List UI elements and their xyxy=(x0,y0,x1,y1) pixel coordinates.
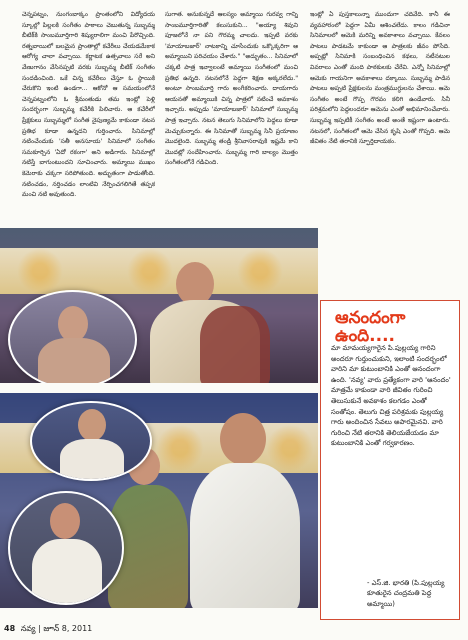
event-photo-bottom xyxy=(0,393,318,608)
article-column-middle xyxy=(165,10,298,234)
stage-banner xyxy=(0,248,318,294)
article-column-right xyxy=(310,10,450,310)
article-text-left: చెన్నపట్నం, నుంగంబాక్కం ప్రాంతంలోని విద్యోదయ స్కూల్లో పిల్లలకి సంగీతం పాఠాలు చెబుతున్న సుబ్బమ్మ బీటిక్‌కి సాంబమూర్తిగారి శిష్యురాలిగా మంచి పేరొచ్చింది. రత్నబాయిలో బలమైన ప్రాంతాల్లో కచేరీలు చేయడమేకాక ఆరోగ్య చాలా వచ్చాయి. కర్ణాటక ఉత్సవాలు సరే అని వేణుగానం వేసినప్పటి వరకు సుబ్బమ్మ బీటిక్ సంగీతం సందడించింది. ఒకే చిన్న కచేరీలు చేస్తూ ఓ స్థాయికి చేరుకొని ఇంటి ఉండగా... ఆకోనో ఆ సమయంలోనే చెన్నపట్నంలోని ఓ శ్రీమంతుడు తమ ఇంట్లో పెళ్లి సందర్భంగా సుబ్బమ్మ కచేరీకి పిలిచారు. ఆ కచేరీలో ప్రేక్షకులు సుబ్బమ్మలో సంగీత నైపుణ్యమే కాకుండా నటన ప్రతిభ కూడా ఉన్నదని గుర్తించారు. సినిమాల్లో నటించేందుకు 'సతీ అనసూయ' సినిమాలో సంగీతం సమకూర్చిన 'ఏదో రకంగా' అని అడిగారు. సినిమాల్లో నటిస్తే బాగుంటుందని సూచించారు. అమ్మాయి ముఖం కెమెరాకు చక్కగా సరిపోతుంది. అద్భుతంగా పాడుతోంది. నటించడం, నర్తించడం లాంటివి నేర్పించగలిగితే తప్పక మంచి నటి అవుతుంది. xyxy=(22,11,155,199)
quote-title: ఆనందంగా ఉంది.... xyxy=(335,308,406,346)
woman-inset-portrait xyxy=(8,290,137,383)
article-text-right: ఇంట్లో ఏ పుస్తకాలున్నా ముందుగా చదివేది. కానీ ఈ వ్యవహారంలో పెద్దగా ఏమీ ఆశించలేదు. కాలం గడిచినా సినిమాలలో ఆమెకి మరిన్ని అవకాశాలు వచ్చాయి. కేవలం పాటలు పాడటమే కాకుండా ఆ పాత్రలకు జీవం పోసేది. అప్పట్లో సినిమాకి సంబంధించిన కథలు, నటీనటుల వివరాలు ఎంతో మంది పాఠకులకు చేరేవి. ఎన్నో సినిమాల్లో ఆమెకు గాయనిగా అవకాశాలు దక్కాయి. సుబ్బమ్మ పాడిన పాటలు అప్పటి ప్రేక్షకులను మంత్రముగ్ధులను చేశాయి. ఆమె సంగీతం అంటే గొప్ప గౌరవం కలిగి ఉండేవారు. సినీ పరిశ్రమలోని పెద్దలందరూ ఆమెను ఎంతో అభిమానించేవారు. సుబ్బమ్మ ఇప్పటికీ సంగీతం అంటే అంతే ఇష్టంగా ఉంటారు. నటనలో, సంగీతంలో ఆమె చేసిన కృషి ఎంతో గొప్పది. ఆమె జీవితం నేటి తరానికి స్ఫూర్తిదాయకం. xyxy=(310,11,450,146)
inset-portrait-top-left xyxy=(30,401,152,481)
page-footer xyxy=(4,624,92,635)
quote-signature: - ఎస్.జి. భారతి (పి.పుల్లయ్య కూతురైన చంద్రమతి పెద్ద అమ్మాయి) xyxy=(367,579,445,608)
event-photo-top xyxy=(0,228,318,383)
footer-text: నవ్య | జూన్ 8, 2011 xyxy=(20,624,93,633)
page-number: 48 xyxy=(4,624,16,633)
inset-portrait-bottom-left xyxy=(8,491,124,605)
quote-body: మా మామయ్యగారైన పి.పుల్లయ్య గారిని అందరూ గుర్తుంచుకుని, ఇలాంటి సందర్భంలో వారిని మా కుటుంబానికి ఎంతో ఆనందంగా ఉంది. 'నవ్య' వారు ప్రత్యేకంగా వారి 'ఆనందం' మాత్రమే కాకుండా వారి జీవితం గురించి తెలుసుకునే అవకాశం కలగడం ఎంతో సంతోషం. తెలుగు చిత్ర పరిశ్రమకు పుల్లయ్య గారు అందించిన సేవలు అపారమైనవి. వారి గురించి నేటి తరానికి తెలియజేయడం మా కుటుంబానికి ఎంతో గర్వకారణం. xyxy=(331,344,451,448)
quote-box xyxy=(320,300,460,620)
man-right-portrait xyxy=(220,413,266,465)
article-text-middle: సుగాత. అనుకున్నదే ఆలస్యం అమ్మాయి గురవ్వ గాన్ని సాంబమూర్తిగారితో కలుసుకుని... "అయ్యా శివుని పూజలోనే నా పని గౌరమ్మ చాలదు. ఇప్పటి వరకు 'మాయాబజార్' నాటకాన్ని చూసేందుకు ఒక్కొక్కరిగా ఆ అమ్మాయిని పరిచయం చేశారు." "అద్భుతం... సినిమాలో చక్కటి పాత్ర ఇవ్వాలంటే అమ్మాయి సంగీతంలో మంచి ప్రతిభ ఉన్నది. నటనలోనే పెద్దగా శిక్షణ అక్కరలేదు." అంటూ సాంబమూర్తి గారు అంగీకరించారు. దాయగారు ఆయనతో అమ్మాయికి చిన్న పాత్రలో నటించే అవకాశం ఇచ్చారు. అప్పుడు 'మాయాబజార్' సినిమాలో సుబ్బమ్మ పాత్ర ఇచ్చారు. నటన తెలుగు సినిమాలోని పెద్దలు కూడా మెచ్చుకున్నారు. ఈ సినిమాతో సుబ్బమ్మ సినీ ప్రయాణం మొదలైంది. సుబ్బమ్మ తండ్రి శ్రీనివాసరావుకి ఇష్టమే కాని మొదట్లో సందేహించారు. సుబ్బమ్మ గారి బాల్యం మొత్తం సంగీతంలోనే గడిచింది. xyxy=(165,11,298,167)
article-column-left xyxy=(22,10,155,234)
